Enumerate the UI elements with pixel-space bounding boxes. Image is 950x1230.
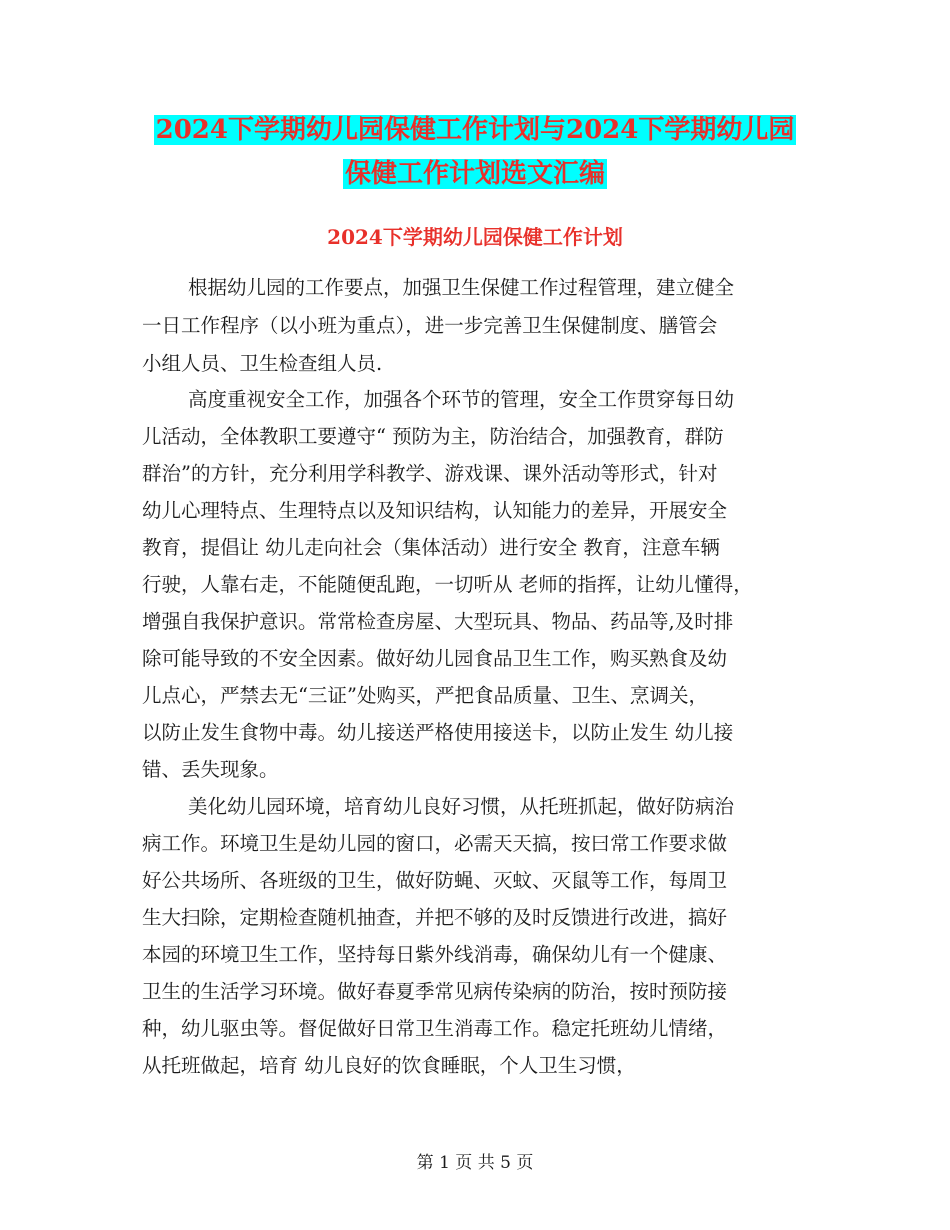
body-line: 错、丢失现象。 (142, 758, 279, 781)
body-line: 根据幼儿园的工作要点，加强卫生保健工作过程管理，建立健全 (188, 276, 735, 299)
body-line: 本园的环境卫生工作，坚持每日紫外线消毒，确保幼儿有一个健康、 (142, 943, 728, 966)
body-line: 增强自我保护意识。常常检查房屋、大型玩具、物品、药品等,及时排 (142, 610, 734, 633)
body-line: 儿活动，全体教职工要遵守“ 预防为主，防治结合，加强教育，群防 (142, 425, 724, 448)
body-line: 美化幼儿园环境，培育幼儿良好习惯，从托班抓起，做好防病治 (188, 795, 735, 818)
body-line: 一日工作程序（以小班为重点），进一步完善卫生保健制度、膳管会 (142, 314, 718, 337)
document-title-line-2 (0, 152, 950, 196)
body-line: 行驶，人靠右走，不能随便乱跑，一切听从 老师的指挥，让幼儿懂得， (142, 573, 753, 596)
document-title-line-1 (0, 108, 950, 152)
body-line: 儿点心，严禁去无“三证”处购买，严把食品质量、卫生、烹调关， (142, 684, 708, 707)
page-footer: 第 1 页 共 5 页 (416, 1153, 534, 1173)
body-line: 高度重视安全工作，加强各个环节的管理，安全工作贯穿每日幼 (188, 388, 735, 411)
body-line: 幼儿心理特点、生理特点以及知识结构，认知能力的差异，开展安全 (142, 499, 728, 522)
body-line: 群治”的方针，充分利用学科教学、游戏课、课外活动等形式，针对 (142, 462, 718, 485)
body-line: 小组人员、卫生检查组人员. (142, 352, 383, 375)
body-line: 病工作。环境卫生是幼儿园的窗口，必需天天搞，按曰常工作要求做 (142, 832, 728, 855)
body-line: 从托班做起，培育 幼儿良好的饮食睡眠，个人卫生习惯， (142, 1054, 636, 1077)
title-highlight-2: 保健工作计划选文汇编 (344, 159, 605, 189)
title-highlight-1: 2024下学期幼儿园保健工作计划与2024下学期幼儿园 (155, 115, 795, 145)
body-line: 除可能导致的不安全因素。做好幼儿园食品卫生工作，购买熟食及幼 (142, 647, 728, 670)
body-line: 好公共场所、各班级的卫生，做好防蝇、灭蚊、灭鼠等工作，每周卫 (142, 869, 728, 892)
section-title: 2024下学期幼儿园保健工作计划 (327, 225, 623, 249)
body-line: 以防止发生食物中毒。幼儿接送严格使用接送卡，以防止发生 幼儿接 (142, 721, 734, 744)
body-line: 生大扫除，定期检查随机抽查，并把不够的及时反馈进行改进，搞好 (142, 906, 728, 929)
body-line: 种，幼儿驱虫等。督促做好日常卫生消毒工作。稳定托班幼儿情绪， (142, 1017, 728, 1040)
body-line: 教育，提倡让 幼儿走向社会（集体活动）进行安全 教育，注意车辆 (142, 536, 720, 559)
body-line: 卫生的生活学习环境。做好春夏季常见病传染病的防治，按时预防接 (142, 980, 728, 1003)
